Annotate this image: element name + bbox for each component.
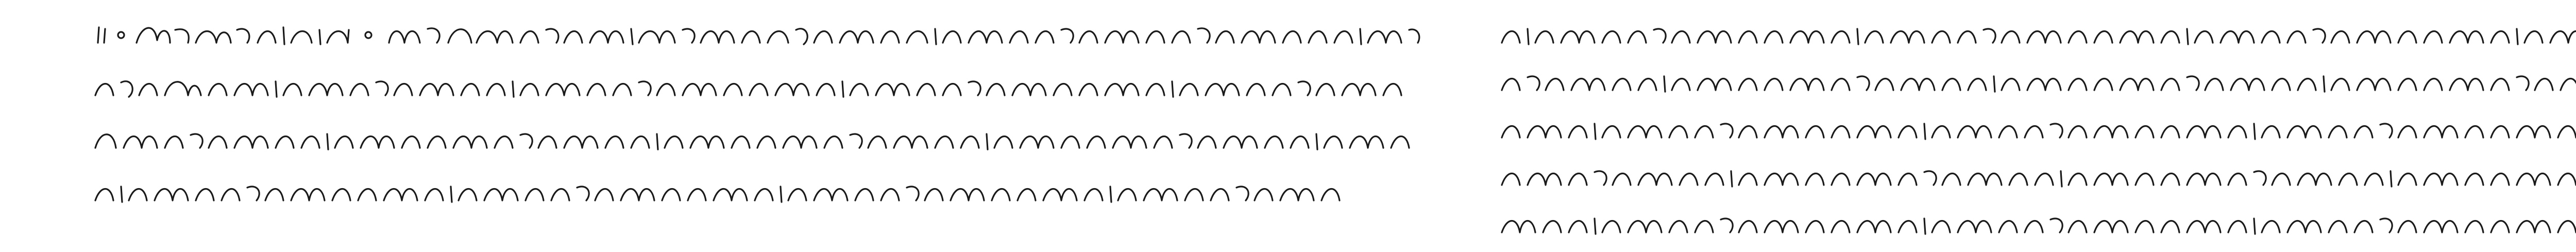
handwriting-glyphs xyxy=(1499,204,2576,245)
right-line-5 xyxy=(1499,204,2576,245)
handwriting-glyphs xyxy=(93,120,1432,161)
left-line-3 xyxy=(93,120,1432,161)
left-line-4 xyxy=(93,172,1432,213)
handwriting-glyphs xyxy=(1499,157,2576,198)
handwriting-glyphs xyxy=(1499,109,2576,150)
handwriting-glyphs xyxy=(93,172,1432,213)
left-line-1 xyxy=(93,14,1432,56)
right-line-2 xyxy=(1499,62,2576,103)
handwriting-glyphs xyxy=(1499,14,2576,56)
handwriting-glyphs xyxy=(93,67,1432,108)
handwriting-glyphs xyxy=(93,14,1432,56)
right-line-1 xyxy=(1499,14,2576,56)
handwriting-glyphs xyxy=(1499,62,2576,103)
left-line-2 xyxy=(93,67,1432,108)
right-line-4 xyxy=(1499,157,2576,198)
right-text-block xyxy=(1484,0,2576,252)
right-line-3 xyxy=(1499,109,2576,150)
left-block-label xyxy=(0,0,1,1)
